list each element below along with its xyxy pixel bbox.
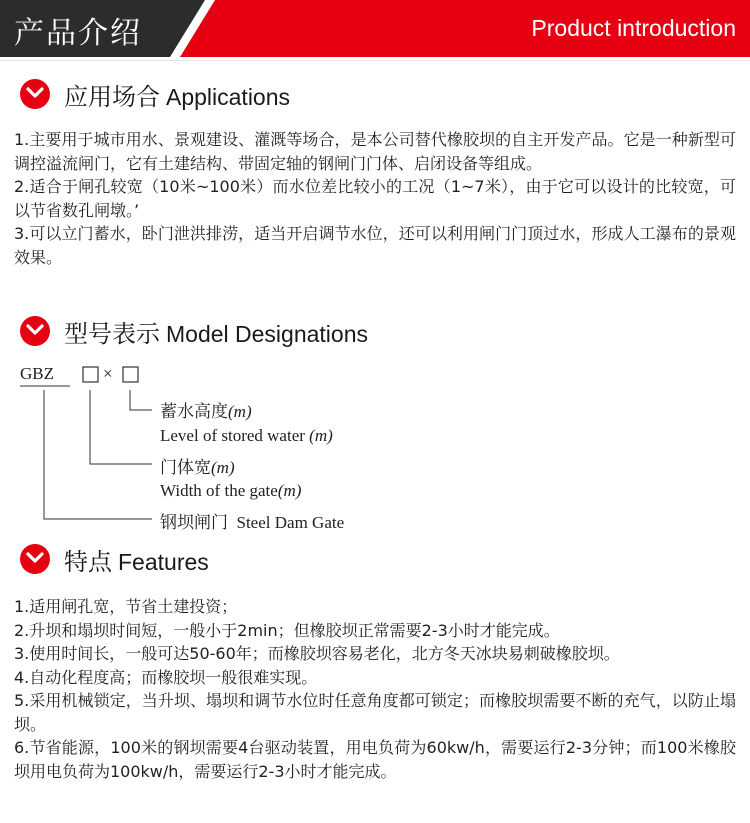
features-title-cn: 特点: [64, 548, 112, 576]
model-title: [64, 314, 368, 349]
designation-lines: [0, 360, 750, 535]
width-label-cn: 门体宽(m): [160, 458, 235, 477]
applications-text: [14, 128, 736, 269]
height-label-cn: 蓄水高度(m): [160, 402, 252, 421]
applications-item-3: 3.可以立门蓄水，卧门泄洪排涝，适当开启调节水位，还可以利用闸门门顶过水，形成人工瀑布的景观效果。: [14, 224, 736, 267]
banner-title-cn: 产品介绍: [14, 16, 142, 51]
features-text: [14, 595, 736, 783]
applications-title-en: Applications: [166, 84, 291, 110]
features-item-4: 4.自动化程度高；而橡胶坝一般很难实现。: [14, 667, 318, 687]
section-banner: [0, 0, 750, 57]
applications-title: [64, 77, 290, 112]
features-item-2: 2.升坝和塌坝时间短，一般小于2min；但橡胶坝正常需要2-3小时才能完成。: [14, 620, 560, 640]
features-item-1: 1.适用闸孔宽，节省土建投资；: [14, 597, 238, 616]
features-title-en: Features: [118, 549, 209, 575]
model-title-cn: 型号表示: [64, 320, 160, 348]
gate-label: 钢坝闸门 Steel Dam Gate: [160, 513, 345, 532]
features-item-6: 6.节省能源，100米的钢坝需要4台驱动装置，用电负荷为60kw/h，需要运行2-3分钟；而100米橡胶坝用电负荷为100kw/h，需要运行2-3小时才能完成。: [14, 738, 736, 781]
model-designation-diagram: [0, 360, 750, 535]
chevron-down-icon: [20, 79, 50, 109]
applications-title-cn: 应用场合: [64, 83, 160, 111]
model-title-en: Model Designations: [166, 321, 369, 347]
banner-title-en: Product introduction: [531, 15, 736, 41]
divider: [0, 60, 750, 61]
chevron-down-icon: [20, 316, 50, 346]
applications-item-2: 2.适合于闸孔较宽（10米~100米）而水位差比较小的工况（1~7米），由于它可以设计的比较宽，可以节省数孔闸墩。’: [14, 177, 736, 220]
times-symbol: ×: [103, 364, 113, 383]
chevron-down-icon: [20, 544, 50, 574]
model-code: GBZ: [20, 364, 54, 383]
features-item-5: 5.采用机械锁定，当升坝、塌坝和调节水位时任意角度都可锁定；而橡胶坝需要不断的充气，以防止塌坝。: [14, 691, 736, 734]
width-label-en: Width of the gate(m): [160, 481, 302, 500]
applications-item-1: 1.主要用于城市用水、景观建设、灌溉等场合，是本公司替代橡胶坝的自主开发产品。它是一种新型可调控溢流闸门，它有土建结构、带固定轴的钢闸门门体、启闭设备等组成。: [14, 130, 736, 173]
height-label-en: Level of stored water (m): [160, 426, 333, 445]
features-title: [64, 542, 209, 577]
features-item-3: 3.使用时间长，一般可达50-60年；而橡胶坝容易老化，北方冬天冰块易刺破橡胶坝。: [14, 644, 620, 663]
